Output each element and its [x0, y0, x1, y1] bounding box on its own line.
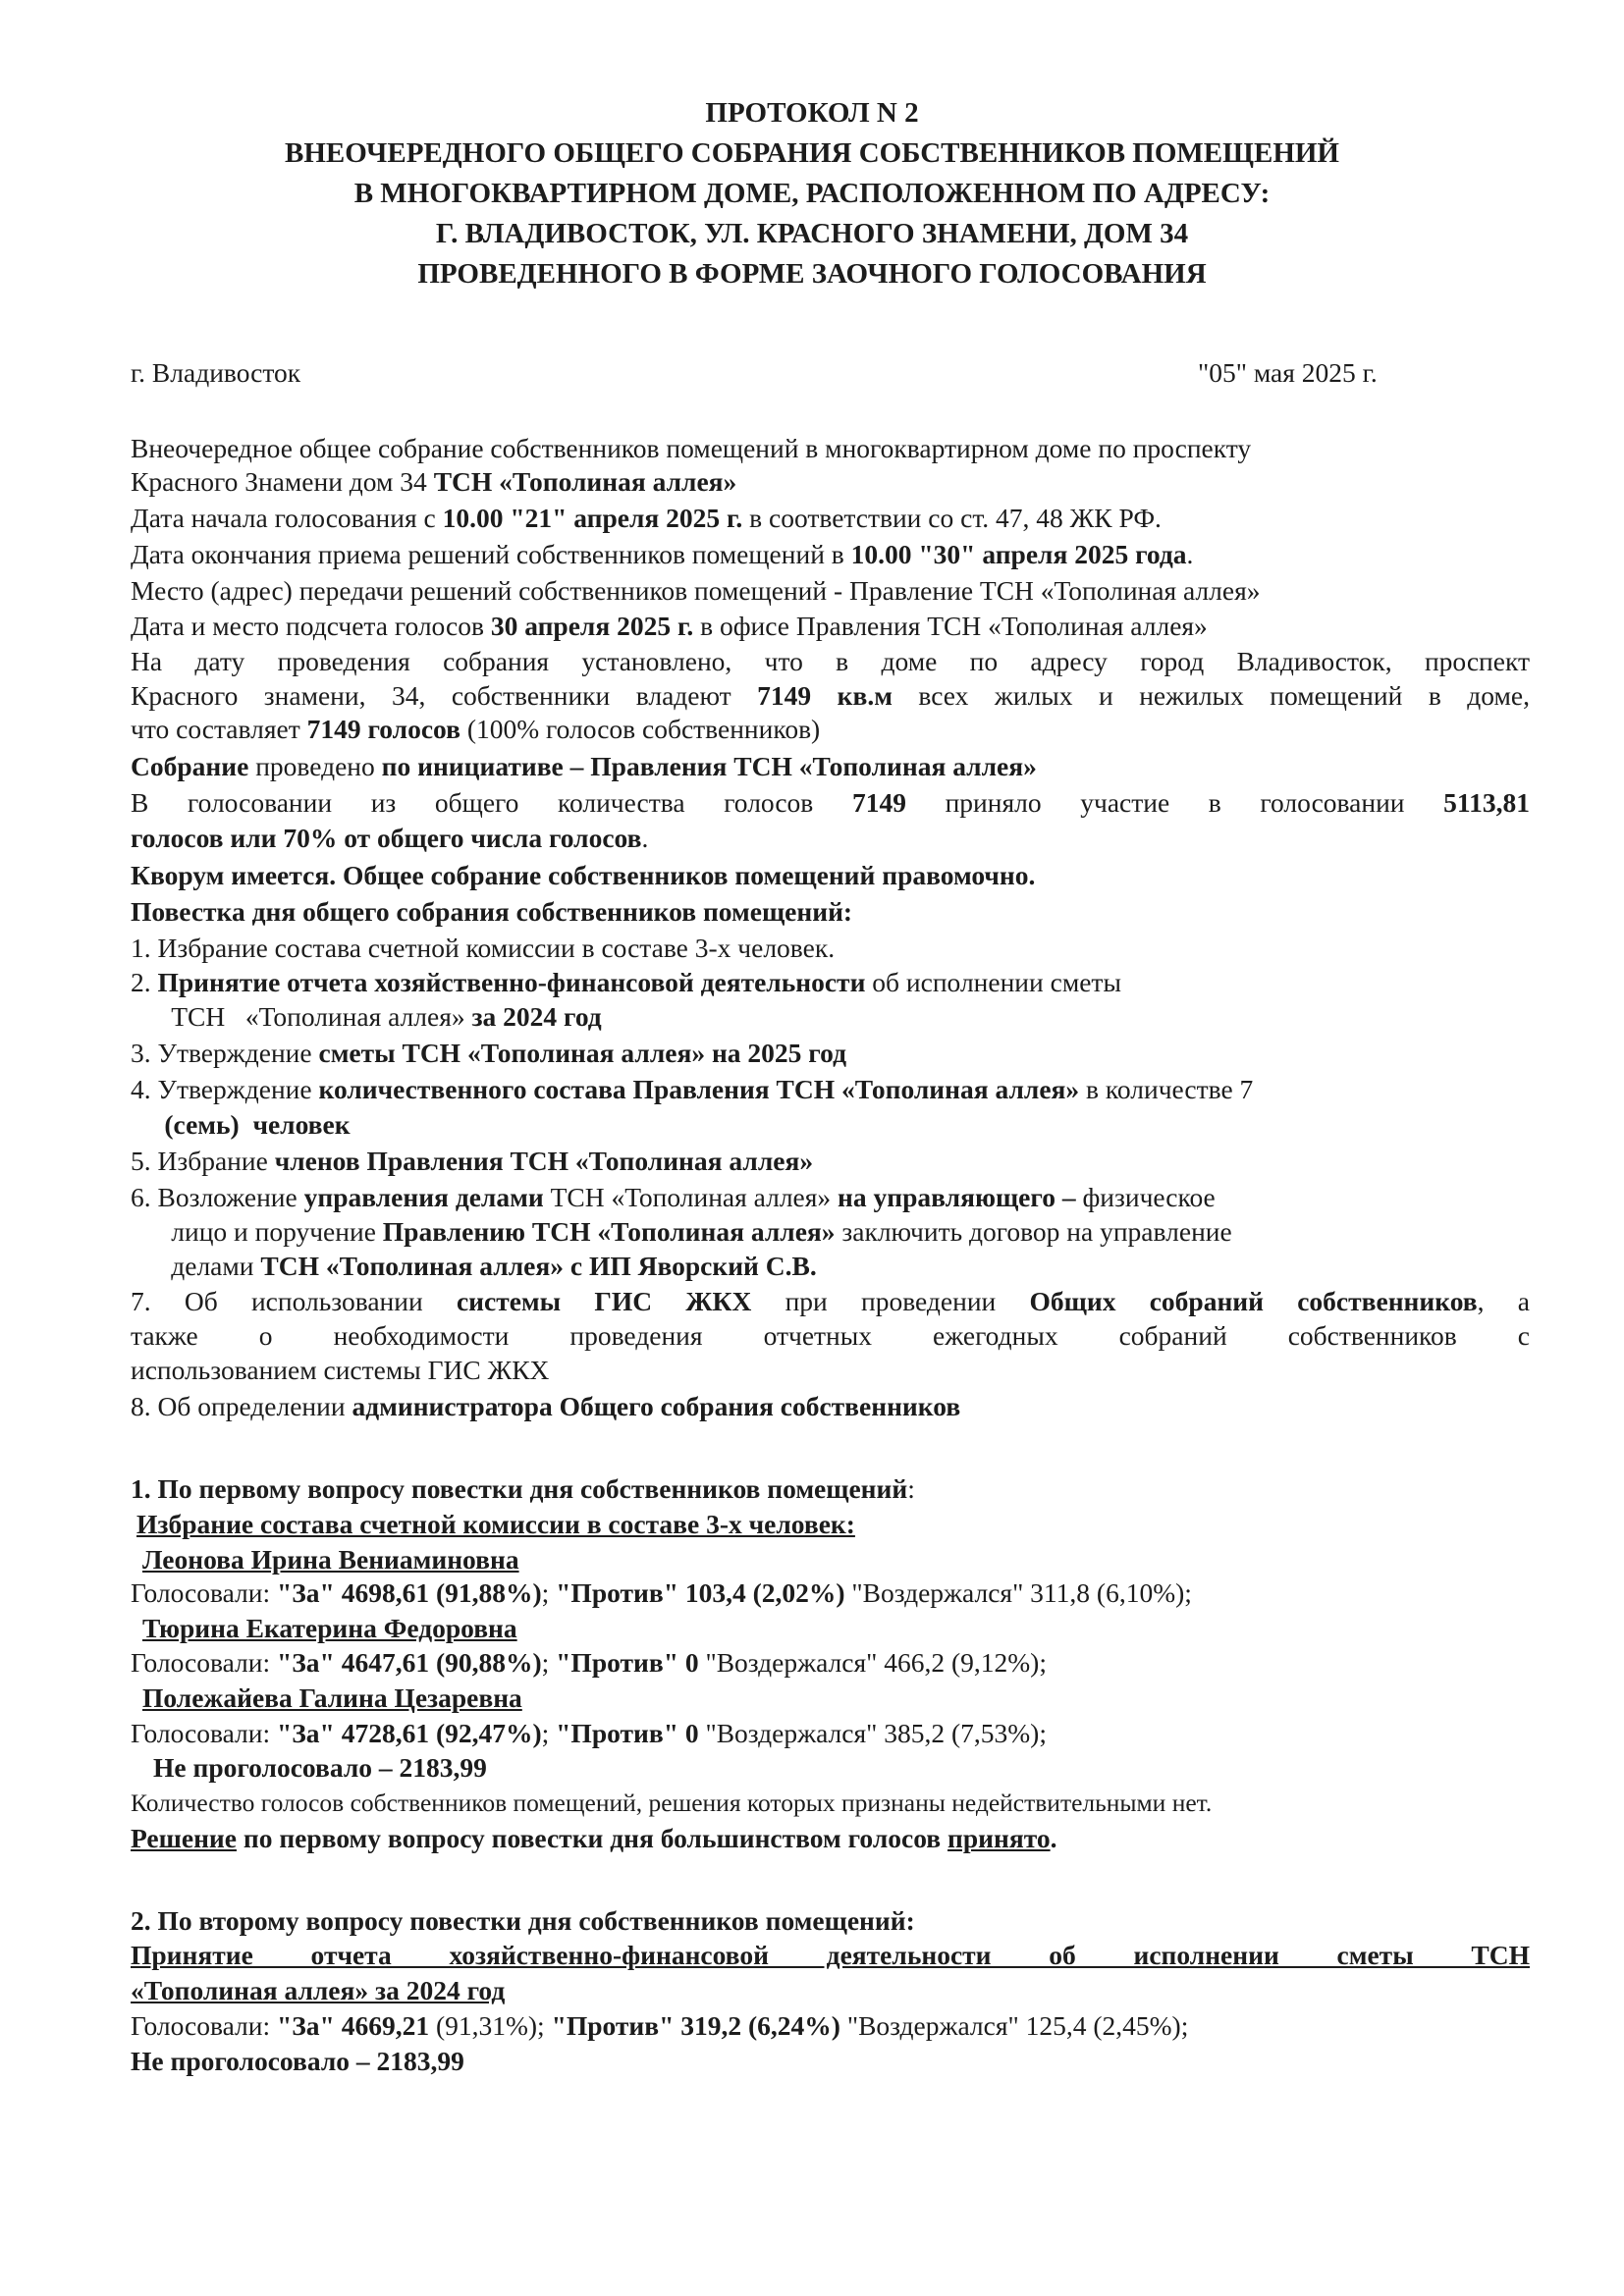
q1-candidate-2: Тюрина Екатерина Федоровна	[142, 1613, 517, 1643]
agenda-item-7-cont-1: также о необходимости проведения отчетных ежегодных собраний собственников с	[131, 1320, 1530, 1351]
quorum-line: Кворум имеется. Общее собрание собственников помещений правомочно.	[131, 860, 1036, 890]
q2-votes: Голосовали: "За" 4669,21 (91,31%); "Против" 319,2 (6,24%) "Воздержался" 125,4 (2,45%);	[131, 2010, 1189, 2041]
header-line-4: Г. ВЛАДИВОСТОК, УЛ. КРАСНОГО ЗНАМЕНИ, ДОМ 34	[435, 218, 1189, 249]
q1-candidate-1-votes: Голосовали: "За" 4698,61 (91,88%); "Против" 103,4 (2,02%) "Воздержался" 311,8 (6,10%);	[131, 1577, 1192, 1608]
participation-line: В голосовании из общего количества голосов 7149 приняло участие в голосовании 5113,81	[131, 787, 1530, 818]
q1-decision: Решение по первому вопросу повестки дня большинством голосов принято.	[131, 1823, 1057, 1853]
intro-line-1: Внеочередное общее собрание собственников помещений в многоквартирном доме по проспекту	[131, 433, 1252, 463]
vote-start-line: Дата начала голосования с 10.00 "21" апреля 2025 г. в соответствии со ст. 47, 48 ЖК РФ.	[131, 503, 1162, 533]
agenda-item-7-cont-2: использованием системы ГИС ЖКХ	[131, 1355, 550, 1385]
agenda-item-7: 7. Об использовании системы ГИС ЖКХ при проведении Общих собраний собственников, а	[131, 1286, 1530, 1316]
q1-candidate-3-votes: Голосовали: "За" 4728,61 (92,47%); "Против" 0 "Воздержался" 385,2 (7,53%);	[131, 1718, 1047, 1748]
agenda-item-2-cont: ТСН «Тополиная аллея» за 2024 год	[131, 1001, 602, 1032]
agenda-item-6-cont-2: делами ТСН «Тополиная аллея» с ИП Яворский С.В.	[131, 1251, 817, 1281]
agenda-item-8: 8. Об определении администратора Общего собрания собственников	[131, 1391, 961, 1421]
intro-line-9: что составляет 7149 голосов (100% голосов собственников)	[131, 714, 821, 744]
intro-line-7: На дату проведения собрания установлено, что в доме по адресу город Владивосток, проспект	[131, 646, 1530, 676]
place-of-submission: Место (адрес) передачи решений собственников помещений - Правление ТСН «Тополиная аллея»	[131, 575, 1261, 606]
header-line-5: ПРОВЕДЕННОГО В ФОРМЕ ЗАОЧНОГО ГОЛОСОВАНИЯ	[417, 258, 1207, 290]
intro-line-2: Красного Знамени дом 34 ТСН «Тополиная аллея»	[131, 466, 737, 497]
vote-end-line: Дата окончания приема решений собственников помещений в 10.00 "30" апреля 2025 года.	[131, 539, 1194, 569]
place: г. Владивосток	[131, 357, 301, 388]
agenda-item-4: 4. Утверждение количественного состава Правления ТСН «Тополиная аллея» в количестве 7	[131, 1074, 1254, 1104]
q1-invalid-votes: Количество голосов собственников помещений, решения которых признаны недействительными нет.	[131, 1789, 1213, 1817]
agenda-item-6-cont-1: лицо и поручение Правлению ТСН «Тополиная аллея» заключить договор на управление	[131, 1216, 1232, 1247]
q2-subtitle-2: «Тополиная аллея» за 2024 год	[131, 1975, 506, 2005]
agenda-item-1: 1. Избрание состава счетной комиссии в составе 3-х человек.	[131, 933, 836, 963]
q1-candidate-1: Леонова Ирина Вениаминовна	[142, 1544, 519, 1575]
date: "05" мая 2025 г.	[1198, 357, 1378, 388]
q1-not-voted: Не проголосовало – 2183,99	[153, 1752, 487, 1783]
agenda-item-4-cont: (семь) человек	[131, 1109, 351, 1140]
participation-percent-line: голосов или 70% от общего числа голосов.	[131, 823, 649, 853]
agenda-title: Повестка дня общего собрания собственников помещений:	[131, 896, 853, 927]
q2-title: 2. По второму вопросу повестки дня собственников помещений:	[131, 1905, 915, 1936]
q1-subtitle: Избрание состава счетной комиссии в составе 3-х человек:	[136, 1509, 855, 1539]
q1-candidate-2-votes: Голосовали: "За" 4647,61 (90,88%); "Против" 0 "Воздержался" 466,2 (9,12%);	[131, 1647, 1047, 1678]
q1-title: 1. По первому вопросу повестки дня собственников помещений:	[131, 1473, 915, 1504]
agenda-item-6: 6. Возложение управления делами ТСН «Тополиная аллея» на управляющего – физическое	[131, 1182, 1216, 1212]
header-line-3: В МНОГОКВАРТИРНОМ ДОМЕ, РАСПОЛОЖЕННОМ ПО АДРЕСУ:	[353, 178, 1271, 209]
q1-candidate-3: Полежайева Галина Цезаревна	[142, 1682, 522, 1713]
protocol-title: ПРОТОКОЛ N 2	[705, 97, 919, 129]
document-header	[0, 93, 1624, 294]
initiative-line: Собрание проведено по инициативе – Правления ТСН «Тополиная аллея»	[131, 751, 1037, 781]
header-line-2: ВНЕОЧЕРЕДНОГО ОБЩЕГО СОБРАНИЯ СОБСТВЕННИКОВ ПОМЕЩЕНИЙ	[284, 137, 1339, 169]
q2-subtitle-1: Принятие отчета хозяйственно-финансовой деятельности об исполнении сметы ТСН	[131, 1940, 1530, 1970]
agenda-item-2: 2. Принятие отчета хозяйственно-финансовой деятельности об исполнении сметы	[131, 967, 1121, 997]
intro-line-8: Красного знамени, 34, собственники владеют 7149 кв.м всех жилых и нежилых помещений в доме,	[131, 680, 1530, 711]
agenda-item-5: 5. Избрание членов Правления ТСН «Тополиная аллея»	[131, 1146, 814, 1176]
agenda-item-3: 3. Утверждение сметы ТСН «Тополиная аллея» на 2025 год	[131, 1038, 846, 1068]
q2-not-voted: Не проголосовало – 2183,99	[131, 2046, 464, 2076]
count-date-line: Дата и место подсчета голосов 30 апреля 2025 г. в офисе Правления ТСН «Тополиная аллея»	[131, 611, 1208, 641]
